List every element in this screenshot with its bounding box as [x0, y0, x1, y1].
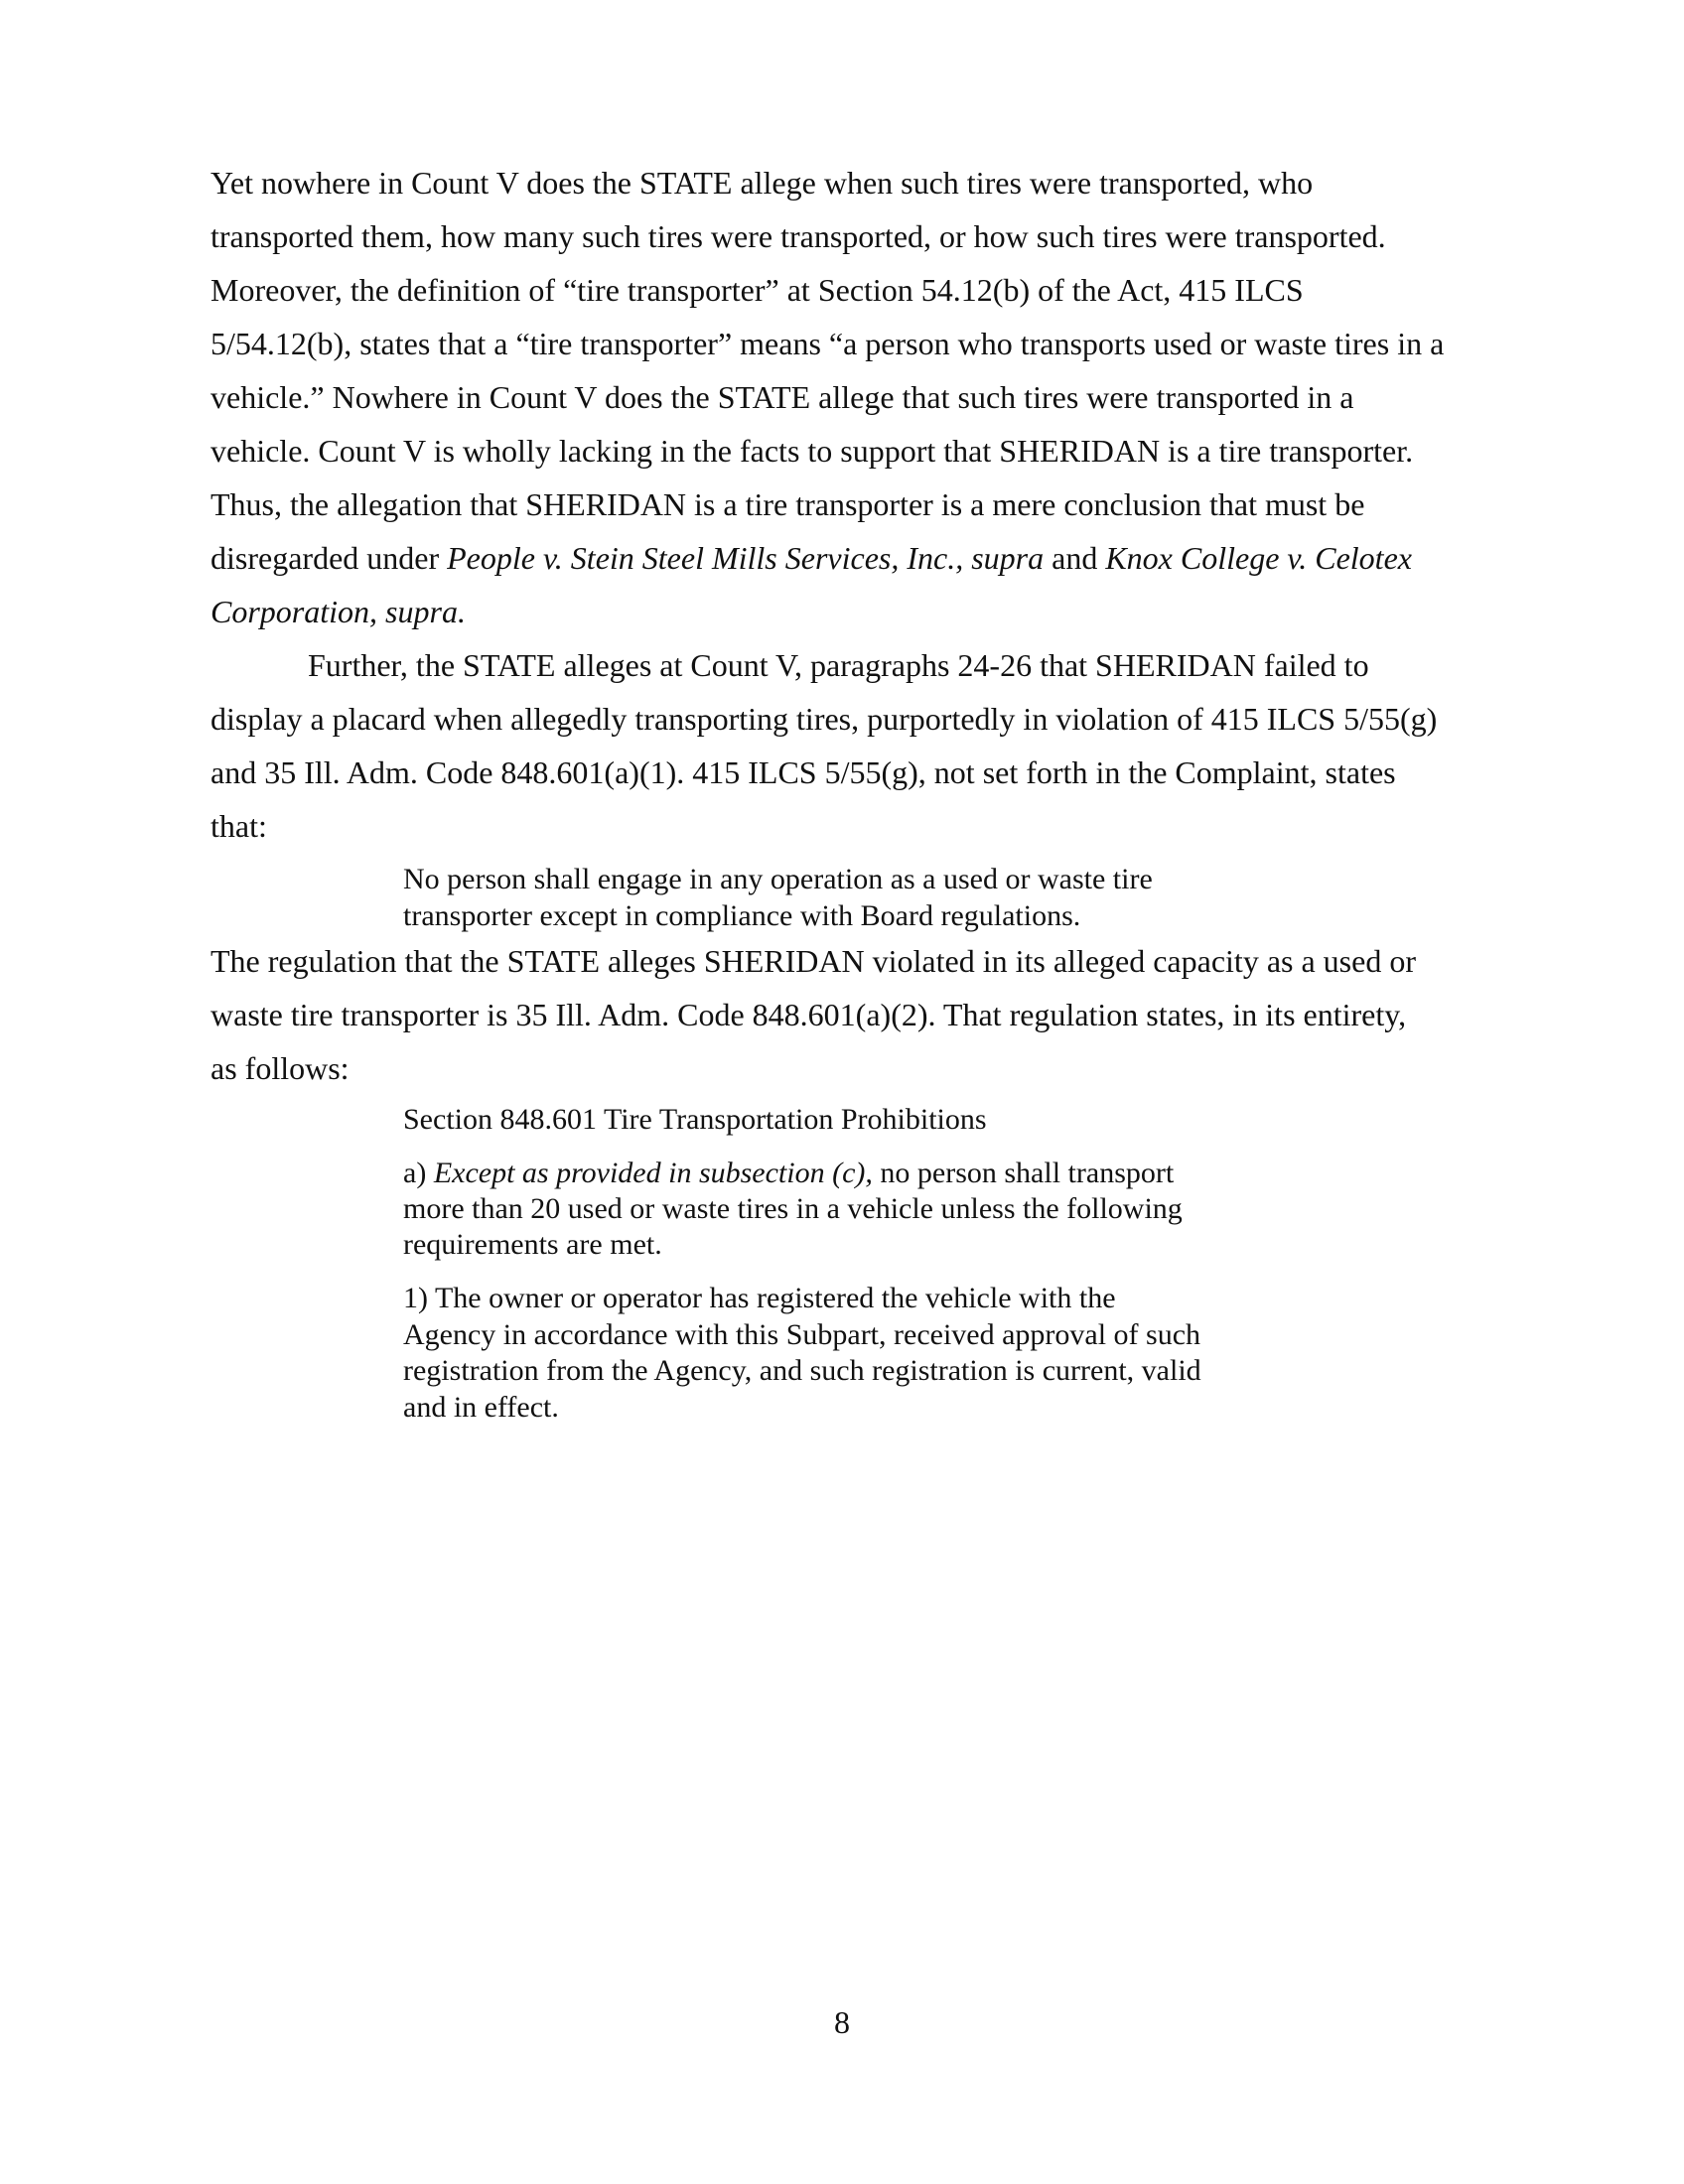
- body-line-citation: [210, 592, 466, 631]
- italic-run: Except as provided in subsection (c),: [433, 1157, 873, 1189]
- body-line: transported them, how many such tires were transported, or how such tires were transported.: [210, 218, 1386, 254]
- body-line: vehicle.” Nowhere in Count V does the STATE allege that such tires were transported in a: [210, 379, 1354, 415]
- body-line: Yet nowhere in Count V does the STATE allege when such tires were transported, who: [210, 165, 1314, 201]
- block-quote-line: registration from the Agency, and such registration is current, valid: [403, 1354, 1201, 1387]
- block-quote-line: more than 20 used or waste tires in a vehicle unless the following: [403, 1192, 1183, 1225]
- block-quote-line: 1) The owner or operator has registered the vehicle with the: [403, 1282, 1116, 1314]
- body-line: waste tire transporter is 35 Ill. Adm. Code 848.601(a)(2). That regulation states, in its entirety,: [210, 997, 1407, 1032]
- case-citation: Knox College v. Celotex: [1105, 540, 1412, 576]
- body-line: vehicle. Count V is wholly lacking in the facts to support that SHERIDAN is a tire transporter.: [210, 433, 1414, 469]
- body-line: 5/54.12(b), states that a “tire transporter” means “a person who transports used or waste tires in a: [210, 326, 1445, 361]
- text-run: and: [1044, 540, 1106, 576]
- body-line: and 35 Ill. Adm. Code 848.601(a)(1). 415 ILCS 5/55(g), not set forth in the Complaint, states: [210, 754, 1396, 790]
- body-line: that:: [210, 808, 267, 844]
- body-line-with-citations: [210, 538, 1412, 578]
- block-quote-line: and in effect.: [403, 1391, 559, 1424]
- body-line: display a placard when allegedly transporting tires, purportedly in violation of 415 ILCS 5/55(g): [210, 701, 1438, 737]
- text-run: no person shall transport: [872, 1157, 1175, 1189]
- block-quote-line: No person shall engage in any operation as a used or waste tire: [403, 863, 1153, 895]
- case-citation: Corporation, supra.: [210, 594, 466, 629]
- text-run: a): [403, 1157, 434, 1189]
- body-line: as follows:: [210, 1050, 350, 1086]
- body-line: Moreover, the definition of “tire transporter” at Section 54.12(b) of the Act, 415 ILCS: [210, 272, 1304, 308]
- block-quote-line: requirements are met.: [403, 1228, 662, 1261]
- case-citation: People v. Stein Steel Mills Services, Inc., supra: [447, 540, 1045, 576]
- body-line: Thus, the allegation that SHERIDAN is a tire transporter is a mere conclusion that must be: [210, 486, 1365, 522]
- text-run: disregarded under: [210, 540, 448, 576]
- page-number: 8: [834, 2004, 850, 2040]
- body-line: Further, the STATE alleges at Count V, paragraphs 24-26 that SHERIDAN failed to: [308, 647, 1369, 683]
- block-quote-line: Agency in accordance with this Subpart, received approval of such: [403, 1318, 1201, 1351]
- body-line: The regulation that the STATE alleges SHERIDAN violated in its alleged capacity as a used or: [210, 943, 1416, 979]
- block-quote-line: [403, 1155, 1174, 1191]
- block-quote-line: transporter except in compliance with Board regulations.: [403, 899, 1081, 932]
- block-quote-heading: Section 848.601 Tire Transportation Prohibitions: [403, 1103, 987, 1136]
